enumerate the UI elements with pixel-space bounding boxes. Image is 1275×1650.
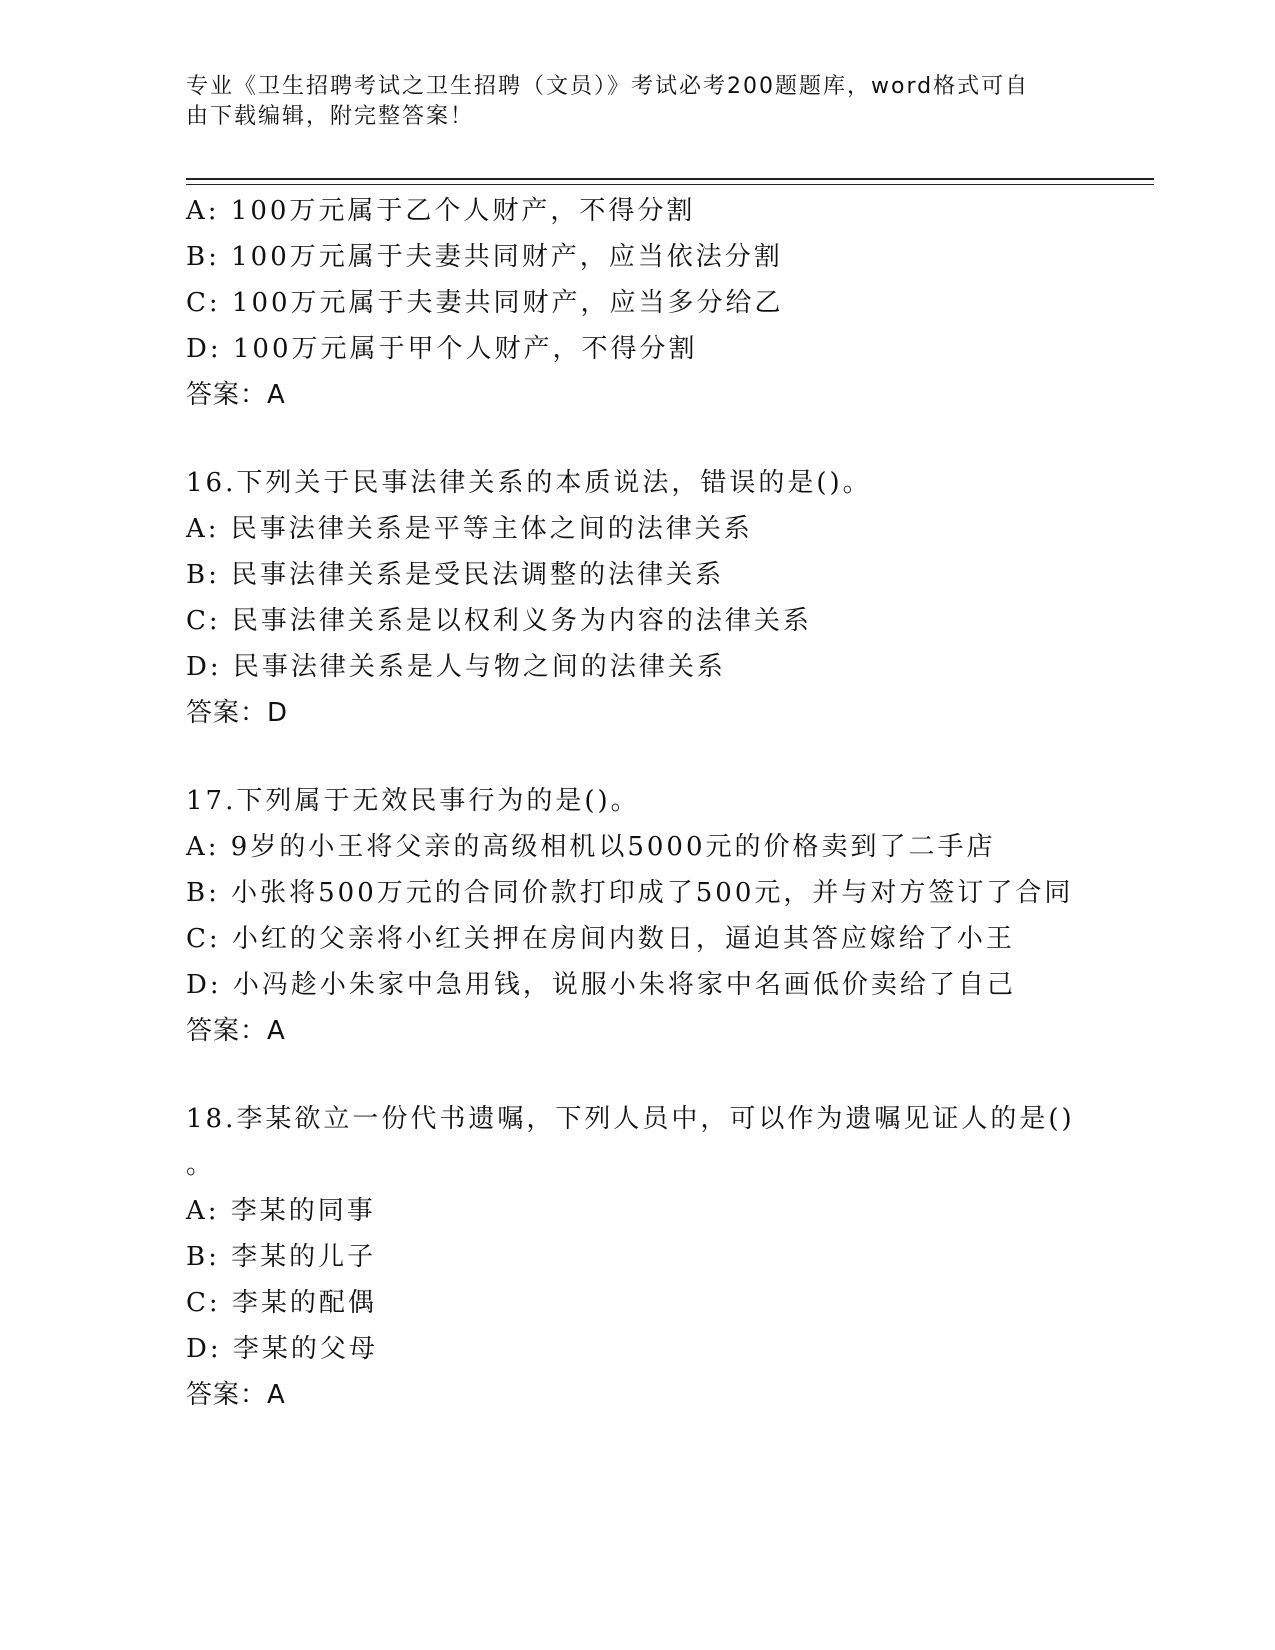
question-stem: 16.下列关于民事法律关系的本质说法，错误的是()。: [186, 468, 872, 498]
header-divider: [186, 178, 1154, 180]
option-a: A: 李某的同事: [186, 1196, 376, 1226]
answer-line: 答案：D: [186, 698, 289, 728]
option-b: B: 民事法律关系是受民法调整的法律关系: [186, 560, 725, 590]
option-c: C: 100万元属于夫妻共同财产，应当多分给乙: [186, 288, 784, 318]
question-stem: 17.下列属于无效民事行为的是()。: [186, 786, 640, 816]
header-line-2: 由下载编辑，附完整答案！: [186, 104, 475, 129]
question-16: [186, 460, 1086, 736]
answer-line: 答案：A: [186, 1380, 286, 1410]
question-18: [186, 1096, 1086, 1418]
document-header: [186, 72, 1066, 132]
option-a: A: 100万元属于乙个人财产，不得分割: [186, 196, 696, 226]
option-b: B: 小张将500万元的合同价款打印成了500元，并与对方签订了合同: [186, 878, 1074, 908]
question-spacer: [186, 1054, 1086, 1096]
question-stem: 18.李某欲立一份代书遗嘱，下列人员中，可以作为遗嘱见证人的是(): [186, 1104, 1075, 1134]
option-d: D: 民事法律关系是人与物之间的法律关系: [186, 652, 726, 682]
question-spacer: [186, 736, 1086, 778]
option-c: C: 民事法律关系是以权利义务为内容的法律关系: [186, 606, 812, 636]
answer-line: 答案：A: [186, 1016, 286, 1046]
question-stem-continued: 。: [186, 1150, 216, 1180]
header-line-1: 专业《卫生招聘考试之卫生招聘（文员）》考试必考200题题库，word格式可自: [186, 74, 1030, 99]
option-d: D: 李某的父母: [186, 1334, 378, 1364]
option-a: A: 9岁的小王将父亲的高级相机以5000元的价格卖到了二手店: [186, 832, 996, 862]
question-15: [186, 188, 1086, 418]
question-spacer: [186, 418, 1086, 460]
answer-line: 答案：A: [186, 380, 286, 410]
option-d: D: 100万元属于甲个人财产，不得分割: [186, 334, 698, 364]
header-divider-thin: [186, 184, 1154, 185]
option-a: A: 民事法律关系是平等主体之间的法律关系: [186, 514, 753, 544]
option-b: B: 李某的儿子: [186, 1242, 377, 1272]
option-c: C: 小红的父亲将小红关押在房间内数日，逼迫其答应嫁给了小王: [186, 924, 1015, 954]
question-list: [186, 188, 1086, 1418]
option-c: C: 李某的配偶: [186, 1288, 377, 1318]
option-d: D: 小冯趁小朱家中急用钱，说服小朱将家中名画低价卖给了自己: [186, 970, 1016, 1000]
question-17: [186, 778, 1086, 1054]
option-b: B: 100万元属于夫妻共同财产，应当依法分割: [186, 242, 783, 272]
